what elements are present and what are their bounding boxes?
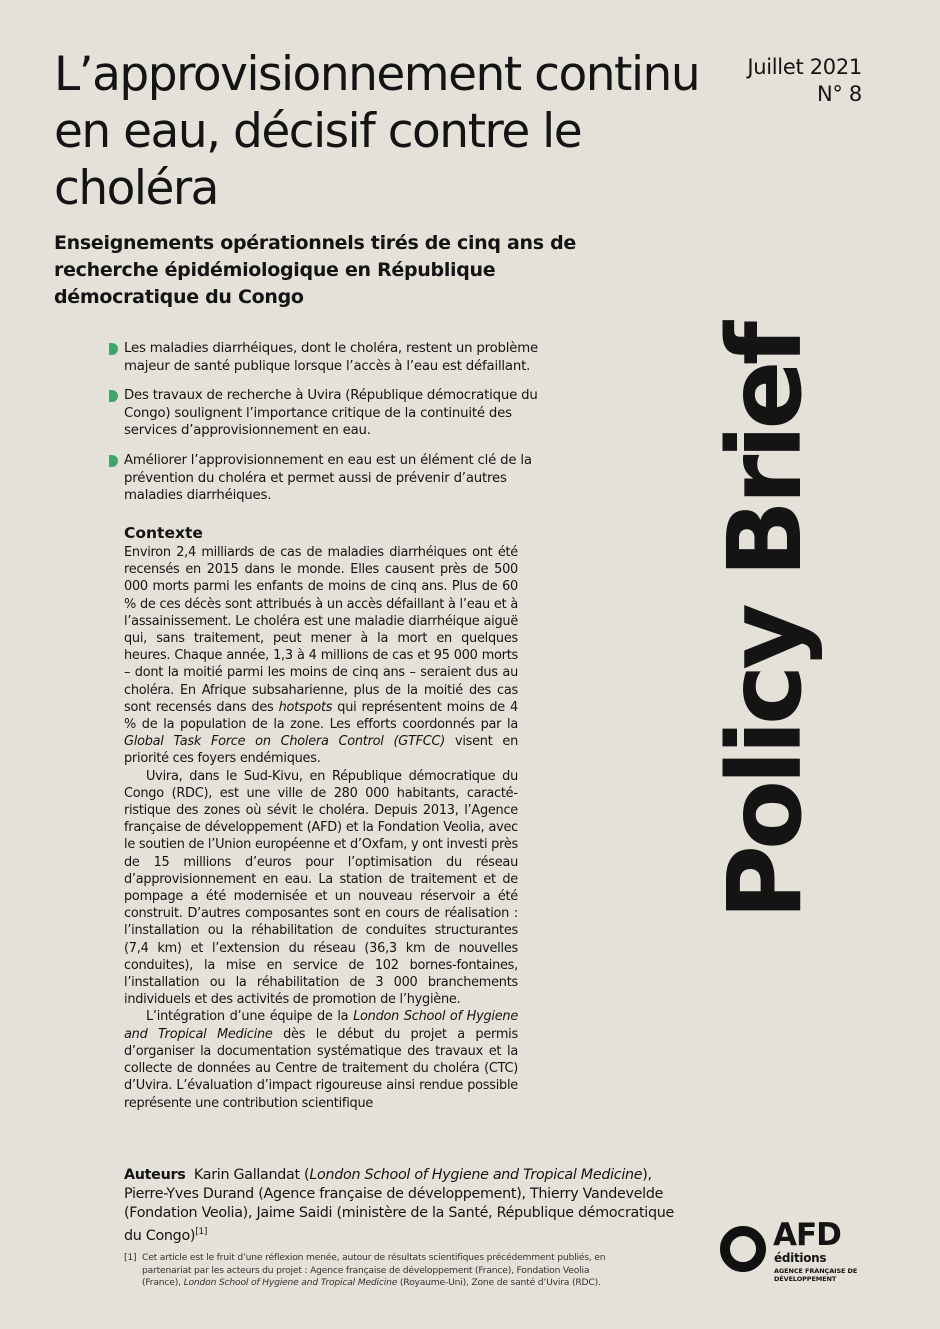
key-point-text: Les maladies diarrhéiques, dont le choléra, restent un problème majeur de santé publique lorsque l’accès à l’eau est défaillant. <box>124 341 538 374</box>
bullet-marker-icon <box>109 390 118 402</box>
bullet-marker-icon <box>109 343 118 355</box>
afd-ring-icon <box>720 1226 766 1272</box>
publication-date-block <box>747 54 862 108</box>
logo-agency-name: AGENCE FRANÇAISE DE DÉVELOPPEMENT <box>774 1267 858 1283</box>
context-paragraph: Uvira, dans le Sud-Kivu, en République démocratique du Congo (RDC), est une ville de 280 000 habitants, caractéristique des zones où sévit le choléra. Depuis 2013, l’Agence française de développement (AFD) et la Fondation Veolia, avec le soutien de l’Union européenne et d’Oxfam, y ont investi près de 15 millions d’euros pour l’optimisation du réseau d’approvisionnement en eau. La station de traitement et de pompage a été modernisée et un nouveau réservoir a été construit. D’autres composantes sont en cours de réalisation : l’installation ou la réhabilitation de conduites structurantes (7,4 km) et l’extension du réseau (36,3 km de nouvelles conduites), la mise en service de 102 bornes-fontaines, l’installation ou la réhabilitation de 3 000 branchements individuels et des activités de promotion de l’hygiène. <box>124 768 518 1008</box>
key-point <box>106 387 566 440</box>
key-point-text: Des travaux de recherche à Uvira (République démocratique du Congo) soulignent l’importance critique de la continuité des services d’approvisionnement en eau. <box>124 388 538 439</box>
footnote <box>124 1252 624 1290</box>
series-label: Policy Brief <box>706 326 825 920</box>
context-heading: Contexte <box>124 524 203 542</box>
key-point <box>106 452 566 505</box>
authors-block: Auteurs Karin Gallandat (London School of Hygiene and Tropical Medicine), Pierre-Yves Durand (Agence française de développement), Thierry Vandevelde (Fondation Veolia), Jaime Saidi (ministère de la Santé, République démocratique du Congo)[1] <box>124 1167 674 1244</box>
key-point-text: Améliorer l’approvisionnement en eau est un élément clé de la prévention du choléra et permet aussi de prévenir d’autres maladies diarrhéiques. <box>124 452 532 504</box>
context-paragraph: Environ 2,4 milliards de cas de maladies diarrhéiques ont été recensés en 2015 dans le monde. Elles causent près de 500 000 morts parmi les enfants de moins de cinq ans. Plus de 60 % de ces décès sont attribués à un accès défaillant à l’eau et à l’assainissement. Le choléra est une maladie diarrhéique aiguë qui, sans traitement, peut mener à la mort en quelques heures. Chaque année, 1,3 à 4 millions de cas et 95 000 morts – dont la moitié parmi les moins de cinq ans – seraient dus au choléra. En Afrique subsaharienne, plus de la moitié des cas sont recensés dans des hotspots qui représentent moins de 4 % de la population de la zone. Les efforts coordonnés par la Global Task Force on Cholera Control (GTFCC) visent en priorité ces foyers endémiques. <box>124 545 518 767</box>
afd-editions-logo <box>720 1217 880 1294</box>
publication-date: Juillet 2021 <box>747 55 862 79</box>
footnote-number: [1] <box>124 1252 137 1263</box>
authors-list: Pierre-Yves Durand (Agence française de développement), Thierry Vandevelde (Fondation Veolia), Jaime Saidi (ministère de la Santé, République démocratique du Congo) <box>124 1186 674 1244</box>
series-label-wrapper <box>706 236 825 1010</box>
logo-wordmark: AFD <box>773 1217 841 1253</box>
logo-editions: éditions <box>774 1251 827 1265</box>
bullet-marker-icon <box>109 455 118 467</box>
page-subtitle: Enseignements opérationnels tirés de cinq ans de recherche épidémiologique en République démocratique du Congo <box>54 232 576 308</box>
page-title: L’approvisionnement continu en eau, décisif contre le choléra <box>54 47 700 216</box>
footnote-ref-link[interactable]: [1] <box>195 1227 208 1237</box>
context-paragraph: L’intégration d’une équipe de la London School of Hygiene and Tropical Medicine dès le début du projet a permis d’organiser la documentation systématique des travaux et la collecte de données au Centre de traitement du choléra (CTC) d’Uvira. L’évaluation d’impact rigoureuse ainsi rendue possible représente une contribution scientifique <box>124 1009 519 1111</box>
authors-label: Auteurs <box>124 1167 186 1183</box>
context-body <box>124 544 518 1112</box>
key-points-list <box>106 340 566 517</box>
footnote-text: Cet article est le fruit d’une réflexion menée, autour de résultats scientifiques précédemment publiés, en partenariat par les acteurs du projet : Agence française de développement (France), Fondation Veolia (France), London School of Hygiene and Tropical Medicine (Royaume-Uni), Zone de santé d’Uvira (RDC). <box>142 1252 606 1289</box>
issue-number: N° 8 <box>816 82 862 106</box>
key-point <box>106 340 566 375</box>
